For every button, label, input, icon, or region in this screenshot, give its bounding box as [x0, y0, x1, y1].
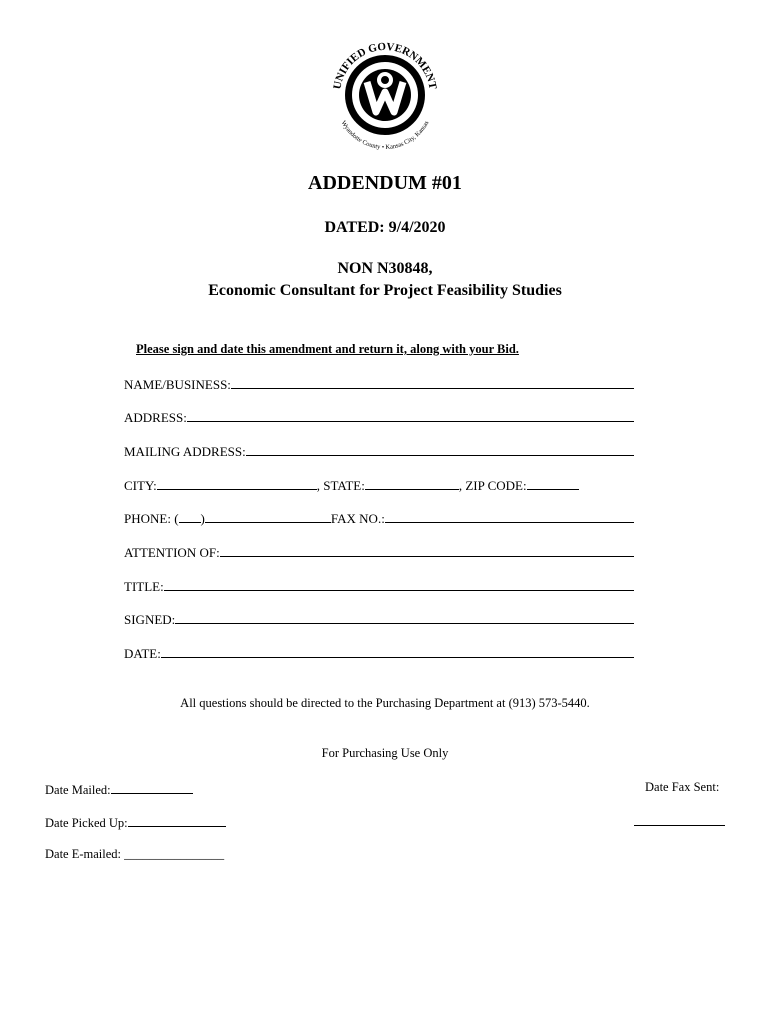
date-row — [124, 643, 634, 661]
dated-line: DATED: 9/4/2020 — [324, 219, 446, 236]
city-state-zip-row — [124, 475, 590, 493]
mailing-address-field[interactable] — [246, 455, 634, 456]
address-field[interactable] — [187, 421, 634, 422]
signed-row — [124, 609, 634, 627]
phone-area-code-field[interactable] — [179, 522, 201, 523]
city-field[interactable] — [157, 489, 317, 490]
date-mailed-field[interactable] — [111, 793, 193, 794]
mailing-address-label: MAILING ADDRESS: — [124, 444, 246, 459]
svg-text:Wyandotte County • Kansas City: Wyandotte County • Kansas City, Kansas — [339, 119, 431, 152]
title-field[interactable] — [164, 590, 634, 591]
fax-label: FAX NO.: — [330, 511, 385, 526]
attention-field[interactable] — [220, 556, 634, 557]
svg-text:UNIFIED GOVERNMENT: UNIFIED GOVERNMENT — [331, 40, 439, 91]
signature-field[interactable] — [175, 623, 634, 624]
mailing-address-row — [124, 441, 634, 459]
date-fax-sent-label: Date Fax Sent: — [645, 780, 720, 794]
address-row — [124, 407, 634, 425]
date-label: DATE: — [124, 646, 161, 661]
unified-government-seal-logo — [324, 34, 446, 156]
contact-note: All questions should be directed to the Purchasing Department at (913) 573-5440. — [180, 696, 590, 710]
document-title: ADDENDUM #01 — [308, 172, 462, 194]
purchasing-heading: For Purchasing Use Only — [321, 746, 449, 760]
name-business-label: NAME/BUSINESS: — [124, 377, 231, 392]
phone-label: PHONE: ( — [124, 511, 179, 526]
city-label: CITY: — [124, 478, 157, 493]
project-title: Economic Consultant for Project Feasibility Studies — [208, 282, 562, 299]
fax-field[interactable] — [385, 522, 634, 523]
date-fax-sent-field[interactable] — [634, 825, 725, 826]
phone-fax-row — [124, 508, 634, 526]
name-business-field[interactable] — [231, 388, 634, 389]
state-field[interactable] — [365, 489, 459, 490]
date-emailed-line: Date E-mailed: ________________ — [45, 847, 225, 861]
name-business-row — [124, 374, 634, 392]
title-label: TITLE: — [124, 579, 164, 594]
address-label: ADDRESS: — [124, 410, 187, 425]
signed-label: SIGNED: — [124, 612, 176, 627]
phone-paren: ) — [200, 511, 205, 526]
zip-code-label: , ZIP CODE: — [458, 478, 527, 493]
phone-number-field[interactable] — [205, 522, 331, 523]
title-row — [124, 576, 634, 594]
zip-code-field[interactable] — [527, 489, 579, 490]
date-mailed-row — [45, 779, 205, 797]
bid-number: NON N30848, — [337, 260, 433, 277]
date-picked-up-field[interactable] — [128, 826, 226, 827]
date-picked-up-label: Date Picked Up: — [45, 816, 128, 830]
attention-label: ATTENTION OF: — [124, 545, 220, 560]
state-label: , STATE: — [316, 478, 365, 493]
attention-row — [124, 542, 634, 560]
date-field[interactable] — [161, 657, 634, 658]
date-picked-up-row — [45, 812, 245, 830]
date-mailed-label: Date Mailed: — [45, 783, 111, 797]
instructions-text: Please sign and date this amendment and return it, along with your Bid. — [136, 342, 519, 356]
